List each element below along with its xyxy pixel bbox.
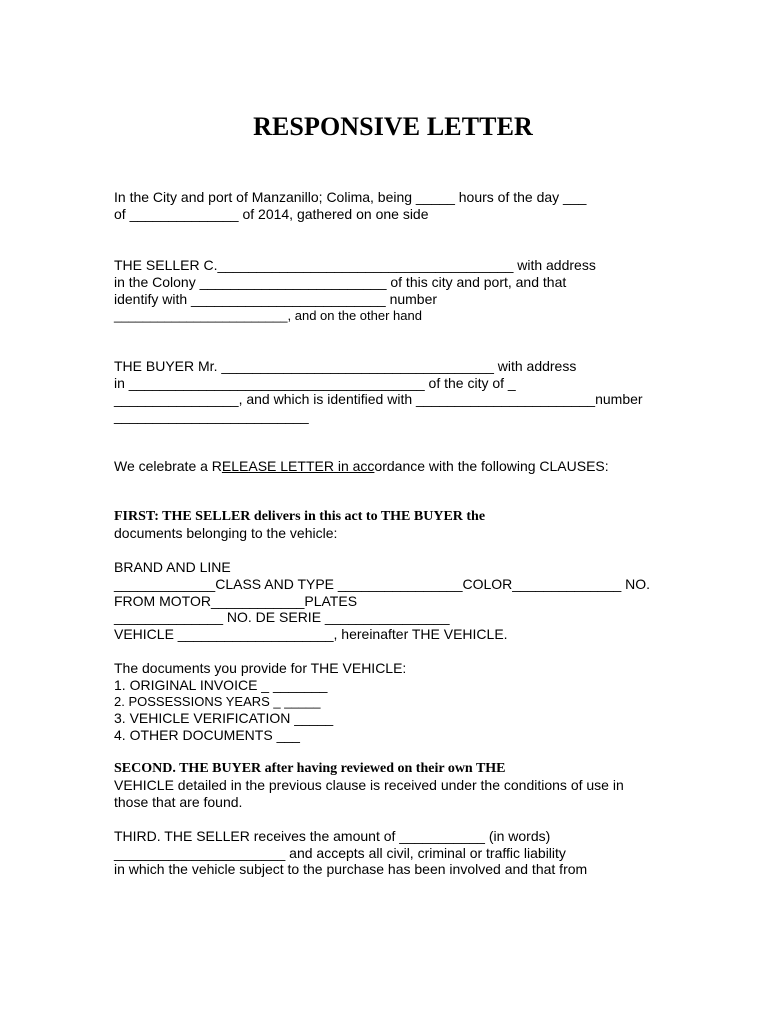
buyer-line-2: in ______________________________________ of the city of _	[114, 375, 516, 391]
vehicle-field-line-1: BRAND AND LINE	[114, 559, 231, 575]
document-title: RESPONSIVE LETTER	[253, 112, 533, 141]
celebrate-text-end: ordance with the following CLAUSES:	[374, 458, 609, 474]
documents-intro: The documents you provide for THE VEHICLE:	[114, 660, 407, 676]
documents-item: 1. ORIGINAL INVOICE _ _______	[114, 677, 328, 693]
second-clause-line-1: VEHICLE detailed in the previous clause is received under the conditions of use in	[114, 777, 624, 793]
celebrate-line	[114, 458, 609, 475]
seller-line-4: ________________________, and on the other hand	[114, 308, 422, 323]
celebrate-text-start: We celebrate a R	[114, 458, 222, 474]
vehicle-field-line-2: _____________CLASS AND TYPE ________________COLOR______________ NO.	[114, 576, 651, 592]
first-clause-text: documents belonging to the vehicle:	[114, 525, 338, 541]
second-clause-line-2: those that are found.	[114, 794, 243, 810]
third-clause-line-1: THIRD. THE SELLER receives the amount of ___________ (in words)	[114, 828, 551, 844]
documents-item: 2. POSSESSIONS YEARS _ _____	[114, 694, 321, 709]
seller-line-3: identify with _________________________ number	[114, 291, 438, 307]
intro-line-2: of ______________ of 2014, gathered on one side	[114, 206, 429, 222]
celebrate-text-underlined: ELEASE LETTER in acc	[221, 458, 375, 474]
third-clause-line-2: ______________________ and accepts all civil, criminal or traffic liability	[114, 845, 566, 861]
seller-line-2: in the Colony ________________________ of this city and port, and that	[114, 274, 567, 290]
second-clause-heading: SECOND. THE BUYER after having reviewed on their own THE	[114, 761, 506, 776]
documents-item: 3. VEHICLE VERIFICATION _____	[114, 710, 334, 726]
third-clause-line-3: in which the vehicle subject to the purchase has been involved and that from	[114, 861, 588, 877]
vehicle-field-line-3: FROM MOTOR____________PLATES	[114, 593, 358, 609]
intro-line-1: In the City and port of Manzanillo; Colima, being _____ hours of the day ___	[114, 189, 587, 205]
vehicle-field-line-4: ______________ NO. DE SERIE ________________	[114, 609, 450, 625]
seller-line-1: THE SELLER C.______________________________________ with address	[114, 257, 596, 273]
documents-item: 4. OTHER DOCUMENTS ___	[114, 727, 300, 743]
vehicle-field-line-5: VEHICLE ____________________, hereinafter THE VEHICLE.	[114, 626, 508, 642]
buyer-line-3: ________________, and which is identified with _______________________number	[114, 391, 643, 407]
buyer-line-1: THE BUYER Mr. ___________________________________ with address	[114, 358, 577, 374]
buyer-line-4: _________________________	[114, 408, 309, 424]
first-clause-heading: FIRST: THE SELLER delivers in this act to THE BUYER the	[114, 509, 486, 524]
